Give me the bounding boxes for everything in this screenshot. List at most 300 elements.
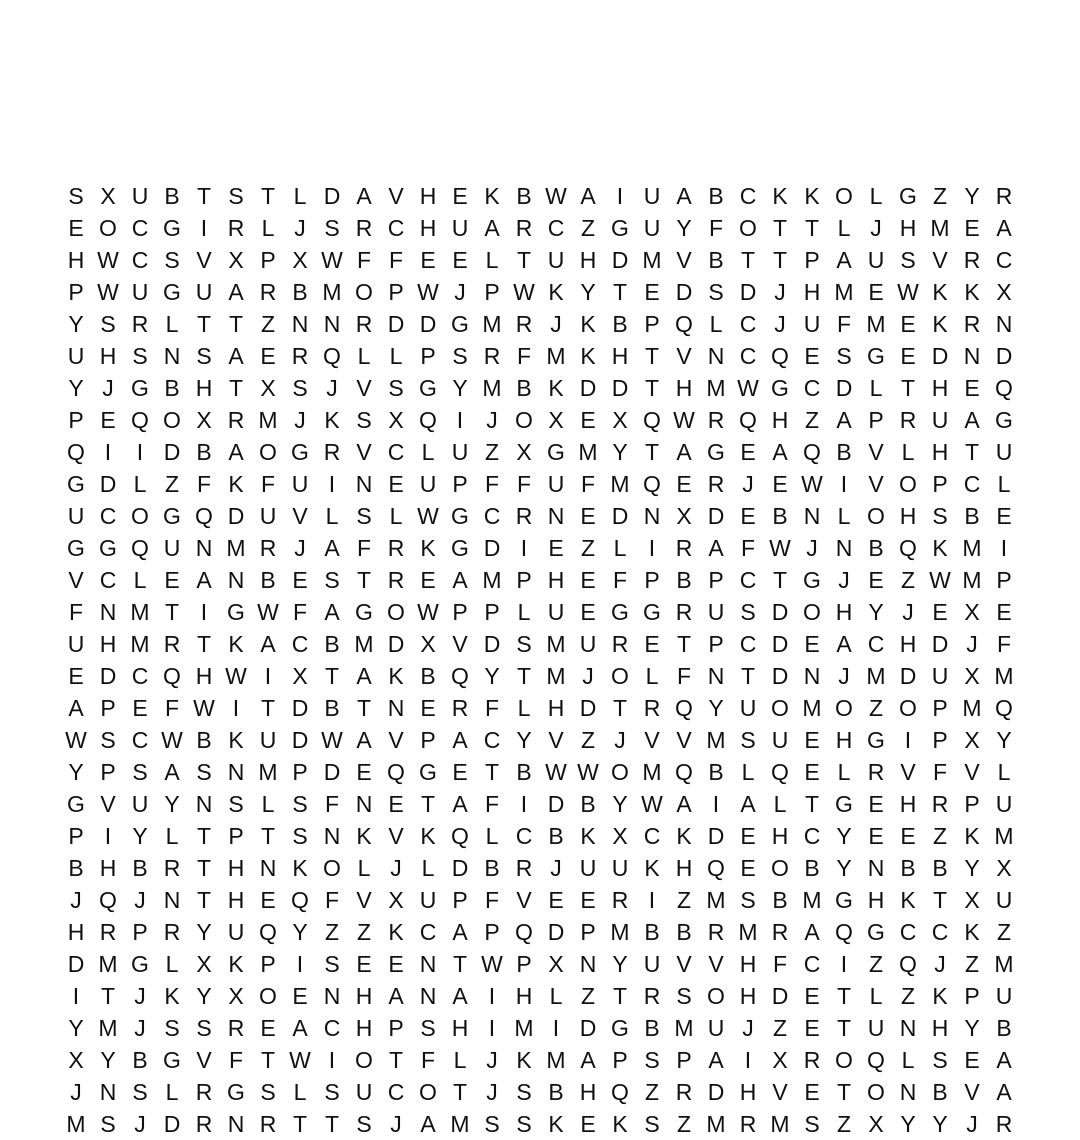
letter-cell[interactable]: A xyxy=(260,630,276,657)
letter-cell[interactable]: A xyxy=(580,182,596,209)
letter-cell[interactable]: G xyxy=(451,502,469,529)
letter-cell[interactable]: O xyxy=(323,854,341,881)
letter-cell[interactable]: W xyxy=(97,246,119,273)
letter-cell[interactable]: C xyxy=(803,374,821,401)
letter-cell[interactable]: F xyxy=(612,566,628,593)
letter-cell[interactable]: N xyxy=(291,310,309,337)
letter-cell[interactable]: X xyxy=(676,502,692,529)
letter-cell[interactable]: M xyxy=(514,1014,534,1041)
letter-cell[interactable]: J xyxy=(806,534,818,561)
letter-cell[interactable]: G xyxy=(835,790,853,817)
letter-cell[interactable]: P xyxy=(580,918,596,945)
letter-cell[interactable]: V xyxy=(708,950,724,977)
letter-cell[interactable]: N xyxy=(163,342,181,369)
letter-cell[interactable]: X xyxy=(868,1110,884,1137)
letter-cell[interactable]: N xyxy=(899,1078,917,1105)
letter-cell[interactable]: F xyxy=(388,246,404,273)
letter-cell[interactable]: G xyxy=(547,438,565,465)
letter-cell[interactable]: Q xyxy=(675,310,693,337)
letter-cell[interactable]: R xyxy=(291,342,309,369)
letter-cell[interactable]: Q xyxy=(259,918,277,945)
letter-cell[interactable]: X xyxy=(964,886,980,913)
letter-cell[interactable]: U xyxy=(355,1078,373,1105)
letter-cell[interactable]: K xyxy=(580,310,596,337)
letter-cell[interactable]: N xyxy=(195,534,213,561)
letter-cell[interactable]: S xyxy=(292,822,308,849)
letter-cell[interactable]: R xyxy=(323,438,341,465)
letter-cell[interactable]: P xyxy=(68,406,84,433)
letter-cell[interactable]: J xyxy=(486,1078,498,1105)
letter-cell[interactable]: Q xyxy=(291,886,309,913)
letter-cell[interactable]: W xyxy=(417,598,439,625)
letter-cell[interactable]: M xyxy=(642,246,662,273)
letter-cell[interactable]: Q xyxy=(451,662,469,689)
letter-cell[interactable]: A xyxy=(452,790,468,817)
letter-cell[interactable]: P xyxy=(100,758,116,785)
letter-cell[interactable]: V xyxy=(676,950,692,977)
letter-cell[interactable]: H xyxy=(355,982,373,1009)
letter-cell[interactable]: H xyxy=(931,438,949,465)
letter-cell[interactable]: B xyxy=(708,758,724,785)
letter-cell[interactable]: Z xyxy=(484,438,500,465)
letter-cell[interactable]: M xyxy=(866,662,886,689)
letter-cell[interactable]: J xyxy=(454,278,466,305)
letter-cell[interactable]: Q xyxy=(739,406,757,433)
letter-cell[interactable]: Y xyxy=(612,438,628,465)
letter-cell[interactable]: O xyxy=(387,598,405,625)
letter-cell[interactable]: E xyxy=(804,726,820,753)
letter-cell[interactable]: N xyxy=(195,790,213,817)
letter-cell[interactable]: L xyxy=(869,374,883,401)
letter-cell[interactable]: Y xyxy=(996,726,1012,753)
letter-cell[interactable]: H xyxy=(771,822,789,849)
letter-cell[interactable]: V xyxy=(196,246,212,273)
letter-cell[interactable]: N xyxy=(323,982,341,1009)
letter-cell[interactable]: Z xyxy=(900,566,916,593)
letter-cell[interactable]: R xyxy=(803,1046,821,1073)
letter-cell[interactable]: Z xyxy=(772,1014,788,1041)
letter-cell[interactable]: V xyxy=(676,246,692,273)
letter-cell[interactable]: X xyxy=(612,406,628,433)
letter-cell[interactable]: S xyxy=(68,182,84,209)
letter-cell[interactable]: O xyxy=(259,982,277,1009)
letter-cell[interactable]: L xyxy=(389,342,403,369)
letter-cell[interactable]: P xyxy=(676,1046,692,1073)
letter-cell[interactable]: T xyxy=(932,886,948,913)
letter-cell[interactable]: R xyxy=(995,182,1013,209)
letter-cell[interactable]: S xyxy=(740,598,756,625)
letter-cell[interactable]: O xyxy=(707,982,725,1009)
letter-cell[interactable]: P xyxy=(708,566,724,593)
letter-cell[interactable]: U xyxy=(995,886,1013,913)
letter-cell[interactable]: V xyxy=(900,758,916,785)
letter-cell[interactable]: K xyxy=(676,822,692,849)
letter-cell[interactable]: Z xyxy=(356,918,372,945)
letter-cell[interactable]: T xyxy=(740,662,756,689)
letter-cell[interactable]: H xyxy=(195,374,213,401)
letter-cell[interactable]: I xyxy=(328,470,336,497)
letter-cell[interactable]: Q xyxy=(611,1078,629,1105)
letter-cell[interactable]: F xyxy=(68,598,84,625)
letter-cell[interactable]: Y xyxy=(196,918,212,945)
letter-cell[interactable]: D xyxy=(771,982,789,1009)
letter-cell[interactable]: Z xyxy=(676,886,692,913)
letter-cell[interactable]: Y xyxy=(452,374,468,401)
letter-cell[interactable]: R xyxy=(707,406,725,433)
letter-cell[interactable]: K xyxy=(932,310,948,337)
letter-cell[interactable]: F xyxy=(484,470,500,497)
letter-cell[interactable]: C xyxy=(931,918,949,945)
letter-cell[interactable]: M xyxy=(546,342,566,369)
letter-cell[interactable]: H xyxy=(867,886,885,913)
letter-cell[interactable]: K xyxy=(164,982,180,1009)
letter-cell[interactable]: L xyxy=(357,854,371,881)
letter-cell[interactable]: E xyxy=(900,342,916,369)
letter-cell[interactable]: U xyxy=(259,726,277,753)
letter-cell[interactable]: F xyxy=(164,694,180,721)
letter-cell[interactable]: P xyxy=(292,758,308,785)
letter-cell[interactable]: W xyxy=(417,278,439,305)
letter-cell[interactable]: Z xyxy=(580,982,596,1009)
letter-cell[interactable]: T xyxy=(260,1046,276,1073)
letter-cell[interactable]: C xyxy=(483,502,501,529)
letter-cell[interactable]: E xyxy=(68,214,84,241)
letter-cell[interactable]: C xyxy=(803,822,821,849)
letter-cell[interactable]: R xyxy=(227,406,245,433)
letter-cell[interactable]: G xyxy=(163,1046,181,1073)
letter-cell[interactable]: E xyxy=(132,694,148,721)
letter-cell[interactable]: M xyxy=(962,566,982,593)
letter-cell[interactable]: P xyxy=(260,950,276,977)
letter-cell[interactable]: Q xyxy=(835,918,853,945)
letter-cell[interactable]: W xyxy=(929,566,951,593)
letter-cell[interactable]: R xyxy=(643,982,661,1009)
letter-cell[interactable]: O xyxy=(355,278,373,305)
letter-cell[interactable]: E xyxy=(804,342,820,369)
letter-cell[interactable]: S xyxy=(388,374,404,401)
letter-cell[interactable]: M xyxy=(610,470,630,497)
letter-cell[interactable]: U xyxy=(611,854,629,881)
letter-cell[interactable]: T xyxy=(292,1110,308,1137)
letter-cell[interactable]: Z xyxy=(676,1110,692,1137)
letter-cell[interactable]: M xyxy=(994,662,1014,689)
letter-cell[interactable]: I xyxy=(72,982,80,1009)
letter-cell[interactable]: J xyxy=(294,406,306,433)
letter-cell[interactable]: C xyxy=(867,630,885,657)
letter-cell[interactable]: E xyxy=(740,438,756,465)
letter-cell[interactable]: B xyxy=(516,374,532,401)
letter-cell[interactable]: K xyxy=(420,822,436,849)
letter-cell[interactable]: I xyxy=(488,1014,496,1041)
letter-cell[interactable]: E xyxy=(260,886,276,913)
letter-cell[interactable]: M xyxy=(98,950,118,977)
letter-cell[interactable]: T xyxy=(612,982,628,1009)
letter-cell[interactable]: T xyxy=(772,566,788,593)
letter-cell[interactable]: E xyxy=(452,758,468,785)
letter-cell[interactable]: R xyxy=(707,470,725,497)
letter-cell[interactable]: N xyxy=(99,1078,117,1105)
letter-cell[interactable]: N xyxy=(323,822,341,849)
letter-cell[interactable]: A xyxy=(228,278,244,305)
letter-cell[interactable]: O xyxy=(835,694,853,721)
letter-cell[interactable]: Z xyxy=(164,470,180,497)
letter-cell[interactable]: L xyxy=(997,758,1011,785)
letter-cell[interactable]: K xyxy=(644,854,660,881)
letter-cell[interactable]: T xyxy=(164,598,180,625)
letter-cell[interactable]: Z xyxy=(644,1078,660,1105)
letter-cell[interactable]: X xyxy=(196,406,212,433)
letter-cell[interactable]: B xyxy=(324,694,340,721)
letter-cell[interactable]: U xyxy=(579,854,597,881)
letter-cell[interactable]: O xyxy=(355,1046,373,1073)
letter-cell[interactable]: T xyxy=(644,342,660,369)
letter-cell[interactable]: C xyxy=(739,342,757,369)
letter-cell[interactable]: J xyxy=(966,630,978,657)
letter-cell[interactable]: M xyxy=(66,1110,86,1137)
letter-cell[interactable]: H xyxy=(739,950,757,977)
letter-cell[interactable]: L xyxy=(837,214,851,241)
letter-cell[interactable]: Z xyxy=(836,1110,852,1137)
letter-cell[interactable]: E xyxy=(644,278,660,305)
letter-cell[interactable]: M xyxy=(546,1046,566,1073)
letter-cell[interactable]: W xyxy=(577,758,599,785)
letter-cell[interactable]: P xyxy=(420,342,436,369)
letter-cell[interactable]: E xyxy=(164,566,180,593)
letter-cell[interactable]: R xyxy=(515,854,533,881)
letter-cell[interactable]: E xyxy=(388,950,404,977)
letter-cell[interactable]: G xyxy=(131,374,149,401)
letter-cell[interactable]: S xyxy=(292,374,308,401)
letter-cell[interactable]: G xyxy=(419,374,437,401)
letter-cell[interactable]: B xyxy=(836,438,852,465)
letter-cell[interactable]: G xyxy=(899,182,917,209)
letter-cell[interactable]: V xyxy=(964,1078,980,1105)
letter-cell[interactable]: E xyxy=(100,406,116,433)
letter-cell[interactable]: G xyxy=(867,342,885,369)
letter-cell[interactable]: U xyxy=(995,438,1013,465)
letter-cell[interactable]: K xyxy=(900,886,916,913)
letter-cell[interactable]: J xyxy=(486,406,498,433)
letter-cell[interactable]: O xyxy=(611,662,629,689)
letter-cell[interactable]: E xyxy=(420,566,436,593)
letter-cell[interactable]: D xyxy=(611,246,629,273)
letter-cell[interactable]: F xyxy=(420,1046,436,1073)
letter-cell[interactable]: B xyxy=(708,182,724,209)
letter-cell[interactable]: B xyxy=(324,630,340,657)
letter-cell[interactable]: B xyxy=(772,886,788,913)
letter-cell[interactable]: C xyxy=(419,918,437,945)
letter-cell[interactable]: B xyxy=(932,1078,948,1105)
letter-cell[interactable]: B xyxy=(164,182,180,209)
letter-cell[interactable]: U xyxy=(451,214,469,241)
letter-cell[interactable]: G xyxy=(163,214,181,241)
letter-cell[interactable]: I xyxy=(200,214,208,241)
letter-cell[interactable]: D xyxy=(323,182,341,209)
letter-cell[interactable]: G xyxy=(227,598,245,625)
letter-cell[interactable]: J xyxy=(870,214,882,241)
letter-cell[interactable]: T xyxy=(836,1078,852,1105)
letter-cell[interactable]: R xyxy=(643,694,661,721)
letter-cell[interactable]: E xyxy=(388,790,404,817)
letter-cell[interactable]: B xyxy=(676,918,692,945)
letter-cell[interactable]: J xyxy=(550,854,562,881)
letter-cell[interactable]: J xyxy=(390,1110,402,1137)
letter-cell[interactable]: K xyxy=(964,278,980,305)
letter-cell[interactable]: Y xyxy=(900,1110,916,1137)
letter-cell[interactable]: V xyxy=(932,246,948,273)
letter-cell[interactable]: W xyxy=(97,278,119,305)
letter-cell[interactable]: M xyxy=(706,1110,726,1137)
letter-cell[interactable]: Q xyxy=(515,918,533,945)
letter-cell[interactable]: A xyxy=(292,1014,308,1041)
letter-cell[interactable]: D xyxy=(771,598,789,625)
letter-cell[interactable]: H xyxy=(771,406,789,433)
letter-cell[interactable]: T xyxy=(324,1110,340,1137)
letter-cell[interactable]: V xyxy=(964,758,980,785)
letter-cell[interactable]: B xyxy=(644,918,660,945)
letter-cell[interactable]: A xyxy=(804,918,820,945)
letter-cell[interactable]: Y xyxy=(964,182,980,209)
letter-cell[interactable]: Z xyxy=(996,918,1012,945)
letter-cell[interactable]: P xyxy=(388,278,404,305)
letter-cell[interactable]: S xyxy=(644,1110,660,1137)
letter-cell[interactable]: V xyxy=(356,374,372,401)
letter-cell[interactable]: A xyxy=(740,790,756,817)
letter-cell[interactable]: T xyxy=(356,566,372,593)
letter-cell[interactable]: T xyxy=(740,246,756,273)
letter-cell[interactable]: J xyxy=(294,534,306,561)
letter-cell[interactable]: J xyxy=(550,310,562,337)
letter-cell[interactable]: Y xyxy=(516,726,532,753)
letter-cell[interactable]: B xyxy=(932,854,948,881)
letter-cell[interactable]: U xyxy=(739,694,757,721)
letter-cell[interactable]: M xyxy=(482,374,502,401)
letter-cell[interactable]: V xyxy=(388,726,404,753)
letter-cell[interactable]: H xyxy=(835,598,853,625)
letter-cell[interactable]: O xyxy=(771,854,789,881)
letter-cell[interactable]: L xyxy=(165,1078,179,1105)
letter-cell[interactable]: N xyxy=(899,1014,917,1041)
letter-cell[interactable]: P xyxy=(964,982,980,1009)
letter-cell[interactable]: N xyxy=(963,342,981,369)
letter-cell[interactable]: W xyxy=(801,470,823,497)
letter-cell[interactable]: S xyxy=(484,1110,500,1137)
letter-cell[interactable]: W xyxy=(257,598,279,625)
letter-cell[interactable]: M xyxy=(546,630,566,657)
letter-cell[interactable]: U xyxy=(931,406,949,433)
letter-cell[interactable]: G xyxy=(163,502,181,529)
letter-cell[interactable]: D xyxy=(579,694,597,721)
letter-cell[interactable]: F xyxy=(356,246,372,273)
letter-cell[interactable]: F xyxy=(772,950,788,977)
letter-cell[interactable]: H xyxy=(579,246,597,273)
letter-cell[interactable]: K xyxy=(548,278,564,305)
letter-cell[interactable]: V xyxy=(388,822,404,849)
letter-cell[interactable]: R xyxy=(387,566,405,593)
letter-cell[interactable]: B xyxy=(900,854,916,881)
letter-cell[interactable]: E xyxy=(900,310,916,337)
letter-cell[interactable]: D xyxy=(899,662,917,689)
letter-cell[interactable]: T xyxy=(260,182,276,209)
letter-cell[interactable]: D xyxy=(227,502,245,529)
letter-cell[interactable]: Y xyxy=(68,758,84,785)
letter-cell[interactable]: G xyxy=(131,950,149,977)
letter-cell[interactable]: O xyxy=(867,502,885,529)
letter-cell[interactable]: R xyxy=(483,342,501,369)
letter-cell[interactable]: W xyxy=(65,726,87,753)
letter-cell[interactable]: N xyxy=(99,598,117,625)
letter-cell[interactable]: J xyxy=(326,374,338,401)
letter-cell[interactable]: L xyxy=(997,470,1011,497)
letter-cell[interactable]: Y xyxy=(580,278,596,305)
letter-cell[interactable]: T xyxy=(196,822,212,849)
letter-cell[interactable]: H xyxy=(931,1014,949,1041)
letter-cell[interactable]: E xyxy=(804,1014,820,1041)
letter-cell[interactable]: A xyxy=(452,566,468,593)
letter-cell[interactable]: Q xyxy=(195,502,213,529)
letter-cell[interactable]: V xyxy=(548,726,564,753)
letter-cell[interactable]: U xyxy=(131,790,149,817)
letter-cell[interactable]: N xyxy=(643,502,661,529)
letter-cell[interactable]: R xyxy=(195,1078,213,1105)
letter-cell[interactable]: T xyxy=(228,374,244,401)
letter-cell[interactable]: Q xyxy=(387,758,405,785)
letter-cell[interactable]: P xyxy=(644,310,660,337)
letter-cell[interactable]: K xyxy=(932,534,948,561)
letter-cell[interactable]: D xyxy=(931,630,949,657)
letter-cell[interactable]: F xyxy=(228,1046,244,1073)
letter-cell[interactable]: P xyxy=(260,246,276,273)
letter-cell[interactable]: E xyxy=(260,342,276,369)
letter-cell[interactable]: W xyxy=(641,790,663,817)
letter-cell[interactable]: A xyxy=(708,534,724,561)
letter-cell[interactable]: A xyxy=(836,406,852,433)
letter-cell[interactable]: L xyxy=(357,342,371,369)
letter-cell[interactable]: Y xyxy=(68,1014,84,1041)
letter-cell[interactable]: B xyxy=(676,566,692,593)
letter-cell[interactable]: F xyxy=(516,342,532,369)
letter-cell[interactable]: K xyxy=(580,822,596,849)
letter-cell[interactable]: M xyxy=(642,758,662,785)
letter-cell[interactable]: V xyxy=(644,726,660,753)
letter-cell[interactable]: U xyxy=(803,310,821,337)
letter-cell[interactable]: Q xyxy=(771,342,789,369)
letter-cell[interactable]: E xyxy=(292,982,308,1009)
letter-cell[interactable]: K xyxy=(932,982,948,1009)
letter-cell[interactable]: C xyxy=(99,502,117,529)
letter-cell[interactable]: B xyxy=(484,854,500,881)
letter-cell[interactable]: T xyxy=(516,246,532,273)
letter-cell[interactable]: J xyxy=(614,726,626,753)
letter-cell[interactable]: Q xyxy=(67,438,85,465)
letter-cell[interactable]: N xyxy=(835,534,853,561)
letter-cell[interactable]: O xyxy=(899,694,917,721)
letter-cell[interactable]: V xyxy=(676,342,692,369)
letter-cell[interactable]: Z xyxy=(932,182,948,209)
letter-cell[interactable]: N xyxy=(259,854,277,881)
letter-cell[interactable]: T xyxy=(356,694,372,721)
letter-cell[interactable]: Q xyxy=(899,534,917,561)
letter-cell[interactable]: D xyxy=(387,630,405,657)
letter-cell[interactable]: N xyxy=(163,886,181,913)
letter-cell[interactable]: T xyxy=(452,1078,468,1105)
letter-cell[interactable]: A xyxy=(484,214,500,241)
letter-cell[interactable]: O xyxy=(867,1078,885,1105)
letter-cell[interactable]: K xyxy=(420,534,436,561)
letter-cell[interactable]: V xyxy=(356,886,372,913)
letter-cell[interactable]: A xyxy=(356,662,372,689)
letter-cell[interactable]: D xyxy=(163,1110,181,1137)
